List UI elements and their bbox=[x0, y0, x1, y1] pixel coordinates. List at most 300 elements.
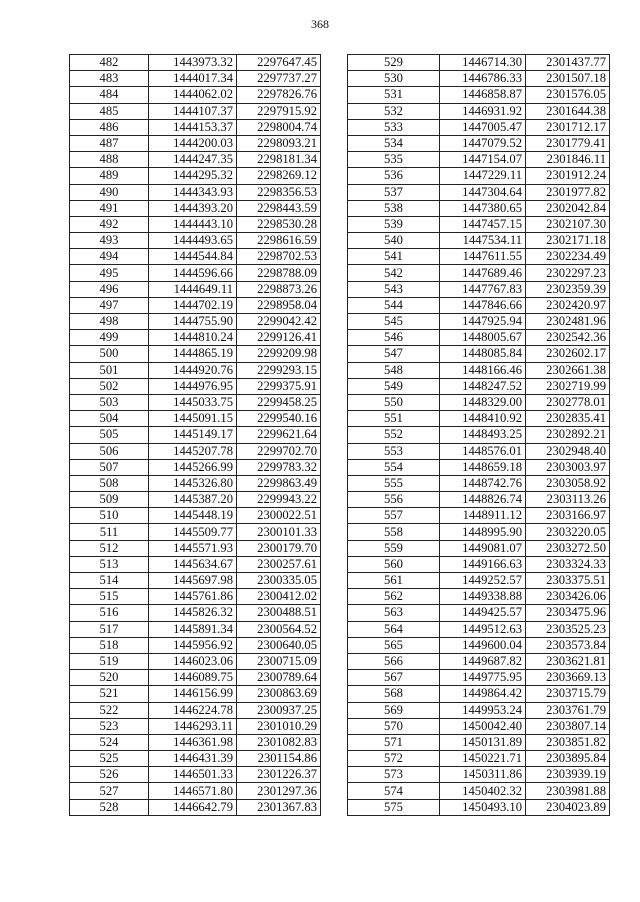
table-row bbox=[70, 411, 321, 427]
y-coordinate-cell: 2301154.86 bbox=[237, 751, 321, 767]
point-number-cell: 556 bbox=[348, 492, 440, 508]
point-number-cell: 482 bbox=[70, 55, 149, 71]
y-coordinate-cell: 2298269.12 bbox=[237, 168, 321, 184]
x-coordinate-cell: 1444755.90 bbox=[149, 314, 237, 330]
table-row bbox=[348, 346, 610, 362]
table-row bbox=[70, 249, 321, 265]
table-row bbox=[70, 751, 321, 767]
y-coordinate-cell: 2303981.88 bbox=[526, 783, 610, 799]
point-number-cell: 569 bbox=[348, 702, 440, 718]
y-coordinate-cell: 2301367.83 bbox=[237, 799, 321, 815]
point-number-cell: 552 bbox=[348, 427, 440, 443]
point-number-cell: 531 bbox=[348, 87, 440, 103]
point-number-cell: 488 bbox=[70, 152, 149, 168]
table-row bbox=[70, 540, 321, 556]
x-coordinate-cell: 1448742.76 bbox=[440, 475, 526, 491]
table-row bbox=[70, 492, 321, 508]
x-coordinate-cell: 1447380.65 bbox=[440, 200, 526, 216]
point-number-cell: 513 bbox=[70, 556, 149, 572]
x-coordinate-cell: 1447846.66 bbox=[440, 297, 526, 313]
y-coordinate-cell: 2299293.15 bbox=[237, 362, 321, 378]
table-row bbox=[348, 216, 610, 232]
table-row bbox=[348, 362, 610, 378]
point-number-cell: 559 bbox=[348, 540, 440, 556]
table-row bbox=[70, 556, 321, 572]
table-row bbox=[348, 605, 610, 621]
y-coordinate-cell: 2300101.33 bbox=[237, 524, 321, 540]
point-number-cell: 523 bbox=[70, 718, 149, 734]
coordinate-table-left bbox=[69, 54, 321, 816]
x-coordinate-cell: 1446786.33 bbox=[440, 71, 526, 87]
x-coordinate-cell: 1450221.71 bbox=[440, 751, 526, 767]
x-coordinate-cell: 1444544.84 bbox=[149, 249, 237, 265]
y-coordinate-cell: 2299375.91 bbox=[237, 378, 321, 394]
point-number-cell: 549 bbox=[348, 378, 440, 394]
x-coordinate-cell: 1446293.11 bbox=[149, 718, 237, 734]
x-coordinate-cell: 1449864.42 bbox=[440, 686, 526, 702]
table-row bbox=[348, 297, 610, 313]
x-coordinate-cell: 1448005.67 bbox=[440, 330, 526, 346]
x-coordinate-cell: 1444810.24 bbox=[149, 330, 237, 346]
y-coordinate-cell: 2300863.69 bbox=[237, 686, 321, 702]
y-coordinate-cell: 2303058.92 bbox=[526, 475, 610, 491]
x-coordinate-cell: 1445891.34 bbox=[149, 621, 237, 637]
y-coordinate-cell: 2303621.81 bbox=[526, 653, 610, 669]
point-number-cell: 498 bbox=[70, 314, 149, 330]
point-number-cell: 561 bbox=[348, 573, 440, 589]
table-row bbox=[70, 427, 321, 443]
table-row bbox=[348, 378, 610, 394]
table-row bbox=[348, 637, 610, 653]
table-row bbox=[348, 233, 610, 249]
y-coordinate-cell: 2300789.64 bbox=[237, 670, 321, 686]
y-coordinate-cell: 2298616.59 bbox=[237, 233, 321, 249]
table-row bbox=[70, 314, 321, 330]
table-row bbox=[70, 767, 321, 783]
point-number-cell: 492 bbox=[70, 216, 149, 232]
y-coordinate-cell: 2301644.38 bbox=[526, 103, 610, 119]
point-number-cell: 522 bbox=[70, 702, 149, 718]
table-row bbox=[70, 734, 321, 750]
point-number-cell: 543 bbox=[348, 281, 440, 297]
y-coordinate-cell: 2303426.06 bbox=[526, 589, 610, 605]
x-coordinate-cell: 1446361.98 bbox=[149, 734, 237, 750]
y-coordinate-cell: 2303003.97 bbox=[526, 459, 610, 475]
point-number-cell: 495 bbox=[70, 265, 149, 281]
y-coordinate-cell: 2301576.05 bbox=[526, 87, 610, 103]
y-coordinate-cell: 2301846.11 bbox=[526, 152, 610, 168]
y-coordinate-cell: 2302835.41 bbox=[526, 411, 610, 427]
point-number-cell: 484 bbox=[70, 87, 149, 103]
table-row bbox=[70, 55, 321, 71]
x-coordinate-cell: 1447005.47 bbox=[440, 119, 526, 135]
y-coordinate-cell: 2302602.17 bbox=[526, 346, 610, 362]
x-coordinate-cell: 1449953.24 bbox=[440, 702, 526, 718]
table-row bbox=[348, 767, 610, 783]
point-number-cell: 539 bbox=[348, 216, 440, 232]
table-row bbox=[348, 71, 610, 87]
table-row bbox=[70, 783, 321, 799]
coordinate-table-right bbox=[347, 54, 610, 816]
table-row bbox=[348, 670, 610, 686]
table-row bbox=[348, 119, 610, 135]
y-coordinate-cell: 2298788.09 bbox=[237, 265, 321, 281]
table-row bbox=[348, 459, 610, 475]
x-coordinate-cell: 1449600.04 bbox=[440, 637, 526, 653]
x-coordinate-cell: 1446571.80 bbox=[149, 783, 237, 799]
page-number: 368 bbox=[311, 17, 329, 31]
y-coordinate-cell: 2302107.30 bbox=[526, 216, 610, 232]
y-coordinate-cell: 2298356.53 bbox=[237, 184, 321, 200]
table-row bbox=[70, 702, 321, 718]
point-number-cell: 573 bbox=[348, 767, 440, 783]
table-row bbox=[348, 718, 610, 734]
table-row bbox=[70, 718, 321, 734]
y-coordinate-cell: 2297737.27 bbox=[237, 71, 321, 87]
x-coordinate-cell: 1444443.10 bbox=[149, 216, 237, 232]
y-coordinate-cell: 2301507.18 bbox=[526, 71, 610, 87]
y-coordinate-cell: 2300335.05 bbox=[237, 573, 321, 589]
x-coordinate-cell: 1445266.99 bbox=[149, 459, 237, 475]
point-number-cell: 508 bbox=[70, 475, 149, 491]
table-row bbox=[348, 573, 610, 589]
table-row bbox=[348, 524, 610, 540]
x-coordinate-cell: 1449425.57 bbox=[440, 605, 526, 621]
table-row bbox=[348, 556, 610, 572]
y-coordinate-cell: 2303807.14 bbox=[526, 718, 610, 734]
x-coordinate-cell: 1448826.74 bbox=[440, 492, 526, 508]
point-number-cell: 551 bbox=[348, 411, 440, 427]
x-coordinate-cell: 1444596.66 bbox=[149, 265, 237, 281]
point-number-cell: 538 bbox=[348, 200, 440, 216]
point-number-cell: 553 bbox=[348, 443, 440, 459]
x-coordinate-cell: 1447534.11 bbox=[440, 233, 526, 249]
table-row bbox=[348, 152, 610, 168]
y-coordinate-cell: 2300179.70 bbox=[237, 540, 321, 556]
x-coordinate-cell: 1446023.06 bbox=[149, 653, 237, 669]
point-number-cell: 521 bbox=[70, 686, 149, 702]
y-coordinate-cell: 2298873.26 bbox=[237, 281, 321, 297]
point-number-cell: 574 bbox=[348, 783, 440, 799]
y-coordinate-cell: 2297915.92 bbox=[237, 103, 321, 119]
table-row bbox=[348, 394, 610, 410]
y-coordinate-cell: 2298702.53 bbox=[237, 249, 321, 265]
x-coordinate-cell: 1447079.52 bbox=[440, 135, 526, 151]
y-coordinate-cell: 2300715.09 bbox=[237, 653, 321, 669]
point-number-cell: 509 bbox=[70, 492, 149, 508]
x-coordinate-cell: 1445149.17 bbox=[149, 427, 237, 443]
table-row bbox=[348, 87, 610, 103]
table-row bbox=[70, 330, 321, 346]
y-coordinate-cell: 2304023.89 bbox=[526, 799, 610, 815]
x-coordinate-cell: 1443973.32 bbox=[149, 55, 237, 71]
x-coordinate-cell: 1444865.19 bbox=[149, 346, 237, 362]
x-coordinate-cell: 1448493.25 bbox=[440, 427, 526, 443]
table-row bbox=[348, 135, 610, 151]
point-number-cell: 490 bbox=[70, 184, 149, 200]
point-number-cell: 504 bbox=[70, 411, 149, 427]
table-row bbox=[348, 249, 610, 265]
x-coordinate-cell: 1445634.67 bbox=[149, 556, 237, 572]
point-number-cell: 535 bbox=[348, 152, 440, 168]
table-row bbox=[70, 265, 321, 281]
x-coordinate-cell: 1449775.95 bbox=[440, 670, 526, 686]
x-coordinate-cell: 1448911.12 bbox=[440, 508, 526, 524]
point-number-cell: 564 bbox=[348, 621, 440, 637]
x-coordinate-cell: 1448247.52 bbox=[440, 378, 526, 394]
table-row bbox=[348, 427, 610, 443]
point-number-cell: 547 bbox=[348, 346, 440, 362]
y-coordinate-cell: 2298958.04 bbox=[237, 297, 321, 313]
point-number-cell: 511 bbox=[70, 524, 149, 540]
point-number-cell: 566 bbox=[348, 653, 440, 669]
point-number-cell: 507 bbox=[70, 459, 149, 475]
table-row bbox=[70, 605, 321, 621]
x-coordinate-cell: 1447767.83 bbox=[440, 281, 526, 297]
x-coordinate-cell: 1444976.95 bbox=[149, 378, 237, 394]
y-coordinate-cell: 2303669.13 bbox=[526, 670, 610, 686]
point-number-cell: 525 bbox=[70, 751, 149, 767]
point-number-cell: 496 bbox=[70, 281, 149, 297]
y-coordinate-cell: 2303715.79 bbox=[526, 686, 610, 702]
y-coordinate-cell: 2300640.05 bbox=[237, 637, 321, 653]
table-row bbox=[70, 394, 321, 410]
y-coordinate-cell: 2298181.34 bbox=[237, 152, 321, 168]
x-coordinate-cell: 1447925.94 bbox=[440, 314, 526, 330]
x-coordinate-cell: 1450402.32 bbox=[440, 783, 526, 799]
table-row bbox=[70, 621, 321, 637]
x-coordinate-cell: 1445697.98 bbox=[149, 573, 237, 589]
point-number-cell: 546 bbox=[348, 330, 440, 346]
point-number-cell: 558 bbox=[348, 524, 440, 540]
y-coordinate-cell: 2298093.21 bbox=[237, 135, 321, 151]
y-coordinate-cell: 2303475.96 bbox=[526, 605, 610, 621]
point-number-cell: 545 bbox=[348, 314, 440, 330]
point-number-cell: 493 bbox=[70, 233, 149, 249]
x-coordinate-cell: 1447457.15 bbox=[440, 216, 526, 232]
x-coordinate-cell: 1446224.78 bbox=[149, 702, 237, 718]
point-number-cell: 497 bbox=[70, 297, 149, 313]
y-coordinate-cell: 2300022.51 bbox=[237, 508, 321, 524]
table-row bbox=[348, 702, 610, 718]
y-coordinate-cell: 2302481.96 bbox=[526, 314, 610, 330]
point-number-cell: 510 bbox=[70, 508, 149, 524]
x-coordinate-cell: 1444343.93 bbox=[149, 184, 237, 200]
x-coordinate-cell: 1444247.35 bbox=[149, 152, 237, 168]
y-coordinate-cell: 2303220.05 bbox=[526, 524, 610, 540]
x-coordinate-cell: 1447689.46 bbox=[440, 265, 526, 281]
x-coordinate-cell: 1445033.75 bbox=[149, 394, 237, 410]
y-coordinate-cell: 2303939.19 bbox=[526, 767, 610, 783]
table-row bbox=[348, 799, 610, 815]
x-coordinate-cell: 1449166.63 bbox=[440, 556, 526, 572]
point-number-cell: 520 bbox=[70, 670, 149, 686]
x-coordinate-cell: 1444493.65 bbox=[149, 233, 237, 249]
y-coordinate-cell: 2303573.84 bbox=[526, 637, 610, 653]
x-coordinate-cell: 1444702.19 bbox=[149, 297, 237, 313]
point-number-cell: 499 bbox=[70, 330, 149, 346]
x-coordinate-cell: 1444062.02 bbox=[149, 87, 237, 103]
point-number-cell: 530 bbox=[348, 71, 440, 87]
table-row bbox=[70, 119, 321, 135]
point-number-cell: 534 bbox=[348, 135, 440, 151]
table-row bbox=[70, 637, 321, 653]
y-coordinate-cell: 2302359.39 bbox=[526, 281, 610, 297]
point-number-cell: 506 bbox=[70, 443, 149, 459]
x-coordinate-cell: 1445956.92 bbox=[149, 637, 237, 653]
table-row bbox=[348, 686, 610, 702]
point-number-cell: 514 bbox=[70, 573, 149, 589]
point-number-cell: 524 bbox=[70, 734, 149, 750]
point-number-cell: 571 bbox=[348, 734, 440, 750]
table-row bbox=[348, 508, 610, 524]
x-coordinate-cell: 1444393.20 bbox=[149, 200, 237, 216]
y-coordinate-cell: 2302420.97 bbox=[526, 297, 610, 313]
y-coordinate-cell: 2301226.37 bbox=[237, 767, 321, 783]
y-coordinate-cell: 2299126.41 bbox=[237, 330, 321, 346]
table-row bbox=[70, 346, 321, 362]
table-row bbox=[348, 55, 610, 71]
table-row bbox=[348, 168, 610, 184]
table-row bbox=[348, 734, 610, 750]
point-number-cell: 500 bbox=[70, 346, 149, 362]
point-number-cell: 567 bbox=[348, 670, 440, 686]
x-coordinate-cell: 1446858.87 bbox=[440, 87, 526, 103]
point-number-cell: 486 bbox=[70, 119, 149, 135]
y-coordinate-cell: 2303375.51 bbox=[526, 573, 610, 589]
table-row bbox=[70, 589, 321, 605]
point-number-cell: 563 bbox=[348, 605, 440, 621]
table-row bbox=[70, 508, 321, 524]
y-coordinate-cell: 2300937.25 bbox=[237, 702, 321, 718]
x-coordinate-cell: 1448166.46 bbox=[440, 362, 526, 378]
x-coordinate-cell: 1444153.37 bbox=[149, 119, 237, 135]
point-number-cell: 517 bbox=[70, 621, 149, 637]
table-row bbox=[348, 184, 610, 200]
table-row bbox=[70, 670, 321, 686]
y-coordinate-cell: 2299540.16 bbox=[237, 411, 321, 427]
point-number-cell: 555 bbox=[348, 475, 440, 491]
x-coordinate-cell: 1450042.40 bbox=[440, 718, 526, 734]
table-row bbox=[70, 184, 321, 200]
y-coordinate-cell: 2302042.84 bbox=[526, 200, 610, 216]
table-row bbox=[348, 589, 610, 605]
x-coordinate-cell: 1445571.93 bbox=[149, 540, 237, 556]
table-row bbox=[70, 475, 321, 491]
table-row bbox=[348, 330, 610, 346]
y-coordinate-cell: 2303851.82 bbox=[526, 734, 610, 750]
point-number-cell: 540 bbox=[348, 233, 440, 249]
x-coordinate-cell: 1447154.07 bbox=[440, 152, 526, 168]
y-coordinate-cell: 2297647.45 bbox=[237, 55, 321, 71]
x-coordinate-cell: 1446089.75 bbox=[149, 670, 237, 686]
x-coordinate-cell: 1444295.32 bbox=[149, 168, 237, 184]
table-row bbox=[70, 653, 321, 669]
table-row bbox=[348, 653, 610, 669]
y-coordinate-cell: 2300257.61 bbox=[237, 556, 321, 572]
x-coordinate-cell: 1446931.92 bbox=[440, 103, 526, 119]
x-coordinate-cell: 1448995.90 bbox=[440, 524, 526, 540]
x-coordinate-cell: 1444200.03 bbox=[149, 135, 237, 151]
table-row bbox=[70, 573, 321, 589]
y-coordinate-cell: 2300412.02 bbox=[237, 589, 321, 605]
y-coordinate-cell: 2299702.70 bbox=[237, 443, 321, 459]
table-row bbox=[70, 152, 321, 168]
point-number-cell: 503 bbox=[70, 394, 149, 410]
y-coordinate-cell: 2302297.23 bbox=[526, 265, 610, 281]
table-row bbox=[348, 475, 610, 491]
y-coordinate-cell: 2302171.18 bbox=[526, 233, 610, 249]
y-coordinate-cell: 2301779.41 bbox=[526, 135, 610, 151]
point-number-cell: 568 bbox=[348, 686, 440, 702]
x-coordinate-cell: 1450493.10 bbox=[440, 799, 526, 815]
table-row bbox=[348, 443, 610, 459]
table-row bbox=[70, 200, 321, 216]
y-coordinate-cell: 2299621.64 bbox=[237, 427, 321, 443]
table-row bbox=[348, 621, 610, 637]
point-number-cell: 557 bbox=[348, 508, 440, 524]
point-number-cell: 541 bbox=[348, 249, 440, 265]
y-coordinate-cell: 2301977.82 bbox=[526, 184, 610, 200]
point-number-cell: 572 bbox=[348, 751, 440, 767]
y-coordinate-cell: 2299783.32 bbox=[237, 459, 321, 475]
point-number-cell: 515 bbox=[70, 589, 149, 605]
table-row bbox=[348, 103, 610, 119]
x-coordinate-cell: 1444920.76 bbox=[149, 362, 237, 378]
x-coordinate-cell: 1448410.92 bbox=[440, 411, 526, 427]
table-row bbox=[348, 314, 610, 330]
point-number-cell: 487 bbox=[70, 135, 149, 151]
x-coordinate-cell: 1446642.79 bbox=[149, 799, 237, 815]
point-number-cell: 537 bbox=[348, 184, 440, 200]
x-coordinate-cell: 1449687.82 bbox=[440, 653, 526, 669]
y-coordinate-cell: 2299863.49 bbox=[237, 475, 321, 491]
x-coordinate-cell: 1446156.99 bbox=[149, 686, 237, 702]
y-coordinate-cell: 2302542.36 bbox=[526, 330, 610, 346]
table-row bbox=[70, 686, 321, 702]
y-coordinate-cell: 2301712.17 bbox=[526, 119, 610, 135]
y-coordinate-cell: 2303895.84 bbox=[526, 751, 610, 767]
x-coordinate-cell: 1445509.77 bbox=[149, 524, 237, 540]
point-number-cell: 554 bbox=[348, 459, 440, 475]
table-row bbox=[348, 281, 610, 297]
y-coordinate-cell: 2300564.52 bbox=[237, 621, 321, 637]
y-coordinate-cell: 2302778.01 bbox=[526, 394, 610, 410]
table-row bbox=[70, 799, 321, 815]
x-coordinate-cell: 1448659.18 bbox=[440, 459, 526, 475]
table-row bbox=[348, 411, 610, 427]
y-coordinate-cell: 2301082.83 bbox=[237, 734, 321, 750]
table-row bbox=[70, 87, 321, 103]
y-coordinate-cell: 2299943.22 bbox=[237, 492, 321, 508]
y-coordinate-cell: 2303525.23 bbox=[526, 621, 610, 637]
point-number-cell: 519 bbox=[70, 653, 149, 669]
x-coordinate-cell: 1444017.34 bbox=[149, 71, 237, 87]
point-number-cell: 542 bbox=[348, 265, 440, 281]
table-row bbox=[70, 297, 321, 313]
point-number-cell: 562 bbox=[348, 589, 440, 605]
x-coordinate-cell: 1446714.30 bbox=[440, 55, 526, 71]
point-number-cell: 536 bbox=[348, 168, 440, 184]
table-row bbox=[70, 443, 321, 459]
y-coordinate-cell: 2298004.74 bbox=[237, 119, 321, 135]
y-coordinate-cell: 2303166.97 bbox=[526, 508, 610, 524]
point-number-cell: 528 bbox=[70, 799, 149, 815]
x-coordinate-cell: 1445826.32 bbox=[149, 605, 237, 621]
point-number-cell: 485 bbox=[70, 103, 149, 119]
y-coordinate-cell: 2303272.50 bbox=[526, 540, 610, 556]
x-coordinate-cell: 1449338.88 bbox=[440, 589, 526, 605]
